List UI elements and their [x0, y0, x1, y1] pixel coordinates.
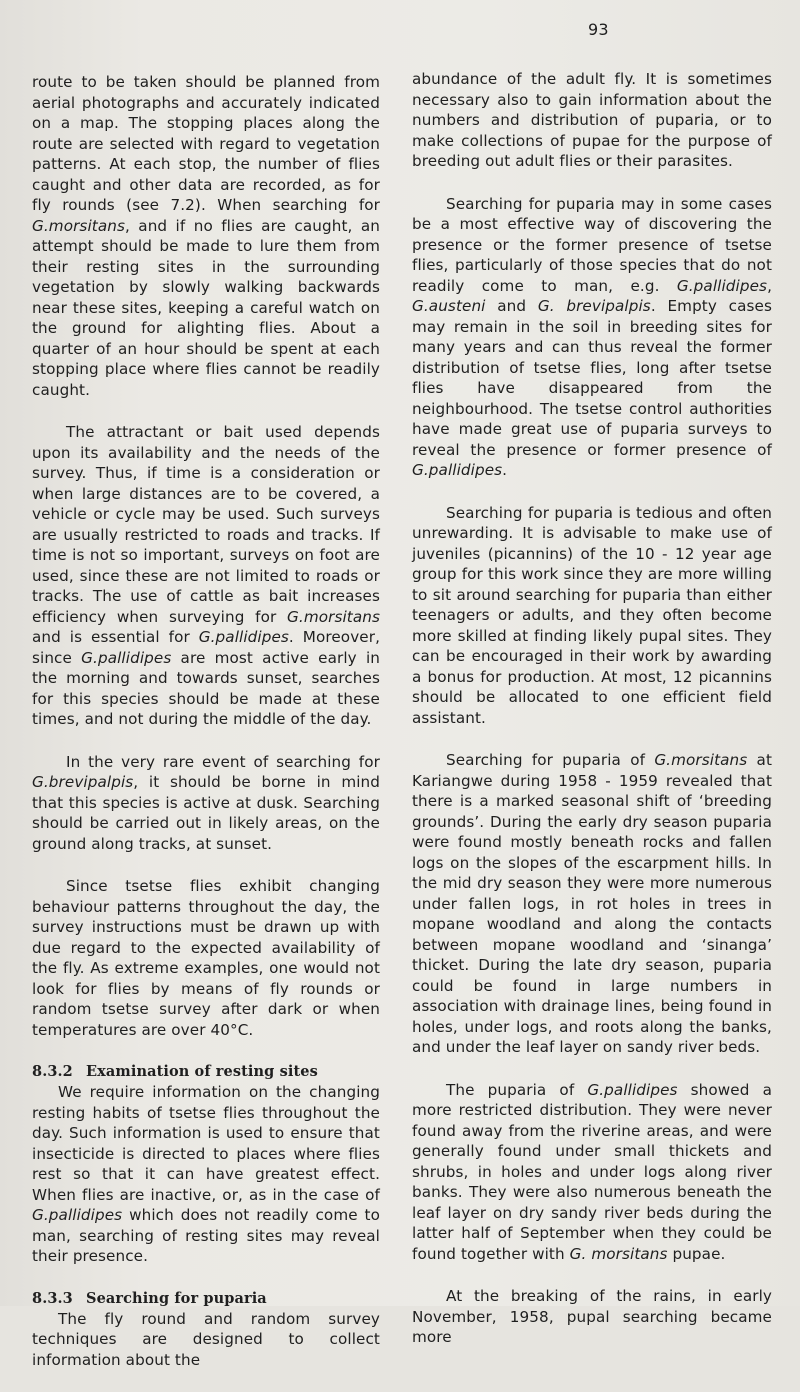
section-heading-8-3-3 [32, 1289, 380, 1309]
species-name: G.pallidipes [32, 1206, 123, 1224]
section-title: Examination of resting sites [86, 1063, 318, 1080]
right-paragraph-3: Searching for puparia is tedious and often unrewarding. It is advisable to make use of juveniles (picannins) of the 10 - 12 year age group for this work since they are more willing to sit around searching for puparia than either teenagers or adults, and they often become more skilled at finding likely pupal sites. They can be encouraged in their work by awarding a bonus for production. At most, 12 picannins should be allocated to one efficient field assistant. [412, 503, 772, 727]
right-paragraph-2: Searching for puparia may in some cases be a most effective way of discovering the presence or the former presence of tsetse flies, particularly of those species that do not readily come to man, e.g. G.pallidipes, G.austeni and G. brevipalpis. Empty cases may remain in the soil in breeding sites for many years and can thus reveal the former distribution of tsetse flies, long after tsetse flies have disappeared from the neighbourhood. The tsetse control authorities have made great use of puparia surveys to reveal the presence or former presence of G.pallidipes. [412, 194, 772, 479]
right-column [412, 69, 772, 1370]
section-8-3-2-body: We require information on the changing resting habits of tsetse flies throughout the day. Such information is used to ensure that insecticide is directed to places where flies rest so that it can have greatest effect. When flies are inactive, or, as in the case of G.pallidipes which does not readily come to man, searching of resting sites may reveal their presence. [32, 1083, 380, 1265]
species-name: G.pallidipes [676, 276, 768, 295]
section-number: 8.3.3 [32, 1289, 73, 1307]
species-name: G.brevipalpis [32, 773, 134, 791]
left-paragraph-4: Since tsetse flies exhibit changing behaviour patterns throughout the day, the survey instructions must be drawn up with due regard to the expected availability of the fly. As extreme examples, one would not look for flies by means of fly rounds or random tsetse survey after dark or when temperatures are over 40°C. [32, 877, 380, 1039]
section-title: Searching for puparia [86, 1289, 267, 1307]
left-paragraph-3: In the very rare event of searching for G.brevipalpis, it should be borne in mind that this species is active at dusk. Searching should be carried out in likely areas, on the ground along tracks, at sunset. [32, 752, 380, 853]
section-number: 8.3.2 [32, 1063, 73, 1080]
left-paragraph-2: The attractant or bait used depends upon its availability and the needs of the survey. Thus, if time is a consideration or when large distances are to be covered, a vehicle or cycle may be used. Such surveys are usually restricted to roads and tracks. If time is not so important, surveys on foot are used, since these are not limited to roads or tracks. The use of cattle as bait increases efficiency when surveying for G.morsitans and is essential for G.pallidipes. Moreover, since G.pallidipes are most active early in the morning and towards sunset, searches for this species should be made at these times, and not during the middle of the day. [32, 423, 381, 728]
species-name: G.austeni [412, 297, 486, 315]
species-name: G. morsitans [569, 1244, 668, 1263]
right-paragraph-4: Searching for puparia of G.morsitans at Kariangwe during 1958 - 1959 revealed that there is a marked seasonal shift of ‘breeding grounds’. During the early dry season puparia were found mostly beneath rocks and fallen logs on the slopes of the escarpment hills. In the mid dry season they were more numerous under fallen logs, in rot holes in trees in mopane woodland and along the contacts between mopane woodland and ‘sinanga’ thicket. During the late dry season, puparia could be found in large numbers in association with drainage lines, being found in holes, under logs, and roots along the banks, and under the leaf layer on sandy river beds. [412, 751, 773, 1056]
section-heading-8-3-2 [32, 1062, 380, 1082]
species-name: G.pallidipes [412, 461, 503, 479]
species-name: G.morsitans [287, 607, 380, 626]
right-paragraph-5: The puparia of G.pallidipes showed a more restricted distribution. They were never found away from the riverine areas, and were generally found under small thickets and shrubs, in holes and under logs along river banks. They were also numerous beneath the leaf layer on dry sandy river beds during the latter half of September when they could be found together with G. morsitans pupae. [412, 1080, 772, 1263]
page-number: 93 [588, 20, 609, 39]
species-name: G.pallidipes [198, 628, 289, 646]
species-name: G.pallidipes [587, 1080, 678, 1099]
right-paragraph-6: At the breaking of the rains, in early November, 1958, pupal searching became more [412, 1287, 772, 1346]
species-name: G. brevipalpis [537, 297, 651, 315]
left-paragraph-1: route to be taken should be planned from aerial photographs and accurately indicated on a map. The stopping places along the route are selected with regard to vegetation patterns. At each stop, the number of flies caught and other data are recorded, as for fly rounds (see 7.2). When searching for G.morsitans, and if no flies are caught, an attempt should be made to lure them from their resting sites in the surrounding vegetation by slowly walking backwards near these sites, keeping a careful watch on the ground for alighting flies. About a quarter of an hour should be spent at each stopping place where flies cannot be readily caught. [32, 73, 380, 399]
species-name: G.morsitans [654, 751, 748, 769]
left-column [32, 72, 380, 1392]
species-name: G.morsitans [32, 216, 125, 235]
section-8-3-3-body: The fly round and random survey techniques are designed to collect information about the [32, 1309, 380, 1369]
right-paragraph-1: abundance of the adult fly. It is sometimes necessary also to gain information about the numbers and distribution of puparia, or to make collections of pupae for the purpose of breeding out adult flies or their parasites. [412, 70, 772, 170]
species-name: G.pallidipes [81, 648, 172, 667]
